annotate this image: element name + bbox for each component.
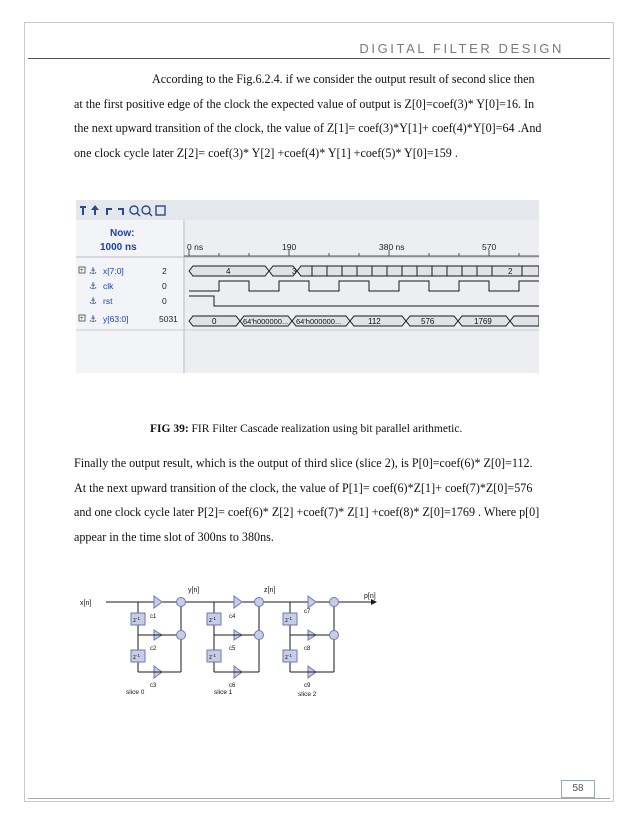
footer-rule <box>28 798 610 799</box>
figure-caption-text: FIR Filter Cascade realization using bit parallel arithmetic. <box>188 423 463 435</box>
svg-text:⚓: ⚓ <box>89 281 98 291</box>
x-bus-value: 3 <box>292 267 297 276</box>
diagram-output-y: y[n] <box>188 587 200 594</box>
diagram-output-p: p[n] <box>364 593 376 600</box>
coef-label: c6 <box>229 683 236 689</box>
tick-label-2: 380 ns <box>379 242 405 252</box>
paragraph-line: According to the Fig.6.2.4. if we consider the output result of second slice then <box>152 72 535 86</box>
bus-signal-icon <box>89 314 97 324</box>
coef-label: c7 <box>304 609 311 615</box>
fir-cascade-diagram <box>76 580 396 710</box>
svg-text:⚓: ⚓ <box>89 296 98 306</box>
svg-text:⚓: ⚓ <box>89 266 98 276</box>
x-bus-value: 4 <box>226 267 231 276</box>
delay-label: $z^{-1}$ <box>209 653 217 661</box>
page-number: 58 <box>561 780 595 798</box>
paragraph-slice1-output <box>74 67 564 165</box>
figure-caption <box>150 423 462 435</box>
paragraph-line: Finally the output result, which is the output of third slice (slice 2), is P[0]=coef(6)* Z[0]=112. <box>74 456 533 470</box>
signal-value: 0 <box>162 296 167 306</box>
y-bus-value: 0 <box>212 317 217 326</box>
delay-label: $z^{-1}$ <box>285 616 293 624</box>
sim-now-value: 1000 ns <box>100 242 137 253</box>
bus-signal-icon <box>89 266 97 276</box>
slice-label: slice 0 <box>126 689 145 696</box>
svg-text:⚓: ⚓ <box>89 314 98 324</box>
tick-label-0: 0 ns <box>187 242 204 252</box>
signal-name: y[63:0] <box>103 314 129 324</box>
paragraph-line: one clock cycle later Z[2]= coef(3)* Y[2] +coef(4)* Y[1] +coef(5)* Y[0]=159 . <box>74 145 458 160</box>
paragraph-slice2-output <box>74 451 564 549</box>
coef-label: c5 <box>229 646 236 652</box>
figure-label: FIG 39: <box>150 423 189 435</box>
waveform-x <box>189 266 539 276</box>
coef-label: c2 <box>150 646 157 652</box>
paragraph-line: at the first positive edge of the clock the expected value of output is Z[0]=coef(3)* Y[0]=16. In <box>74 96 535 111</box>
simulation-waveform-figure <box>76 200 539 373</box>
delay-label: $z^{-1}$ <box>209 616 217 624</box>
slice-label: slice 2 <box>298 691 317 698</box>
header-rule <box>28 58 610 59</box>
diagram-output-z: z[n] <box>264 587 276 594</box>
delay-label: $z^{-1}$ <box>285 653 293 661</box>
waveform-toolbar <box>76 200 539 220</box>
signal-name: x[7:0] <box>103 266 124 276</box>
slice-label: slice 1 <box>214 689 233 696</box>
tick-label-1: 190 <box>282 242 297 252</box>
signal-value: 0 <box>162 281 167 291</box>
y-bus-value: 64'h000000... <box>243 317 289 326</box>
delay-label: $z^{-1}$ <box>133 653 141 661</box>
paragraph-line: and one clock cycle later P[2]= coef(6)* Z[2] +coef(7)* Z[1] +coef(8)* Z[0]=1769 . Where p[0] <box>74 505 540 519</box>
delay-label: $z^{-1}$ <box>133 616 141 624</box>
coef-label: c4 <box>229 614 236 620</box>
bit-signal-icon <box>89 281 97 291</box>
tick-label-3: 570 <box>482 242 497 252</box>
coef-label: c3 <box>150 683 157 689</box>
coef-label: c9 <box>304 683 311 689</box>
y-bus-value: 64'h000000... <box>296 317 342 326</box>
signal-value: 5031 <box>159 314 178 324</box>
svg-text:+: + <box>80 268 84 274</box>
svg-text:+: + <box>80 316 84 322</box>
bit-signal-icon <box>89 296 97 306</box>
sim-now-label: Now: <box>110 228 135 239</box>
running-header: DIGITAL FILTER DESIGN <box>359 41 564 56</box>
y-bus-value: 112 <box>368 317 381 326</box>
paragraph-line: At the next upward transition of the clock, the value of P[1]= coef(6)*Z[1]+ coef(7)*Z[0]=576 <box>74 480 533 495</box>
x-bus-value: 2 <box>508 267 513 276</box>
coef-label: c8 <box>304 646 311 652</box>
coef-label: c1 <box>150 614 157 620</box>
signal-name: rst <box>103 296 113 306</box>
y-bus-value: 576 <box>421 317 435 326</box>
signal-value: 2 <box>162 266 167 276</box>
paragraph-line: the next upward transition of the clock, the value of Z[1]= coef(3)*Y[1]+ coef(4)*Y[0]=64 .And <box>74 121 542 135</box>
y-bus-value: 1769 <box>474 317 492 326</box>
diagram-input-label: x[n] <box>80 600 92 607</box>
signal-name: clk <box>103 281 114 291</box>
paragraph-line: appear in the time slot of 300ns to 380ns. <box>74 529 274 544</box>
